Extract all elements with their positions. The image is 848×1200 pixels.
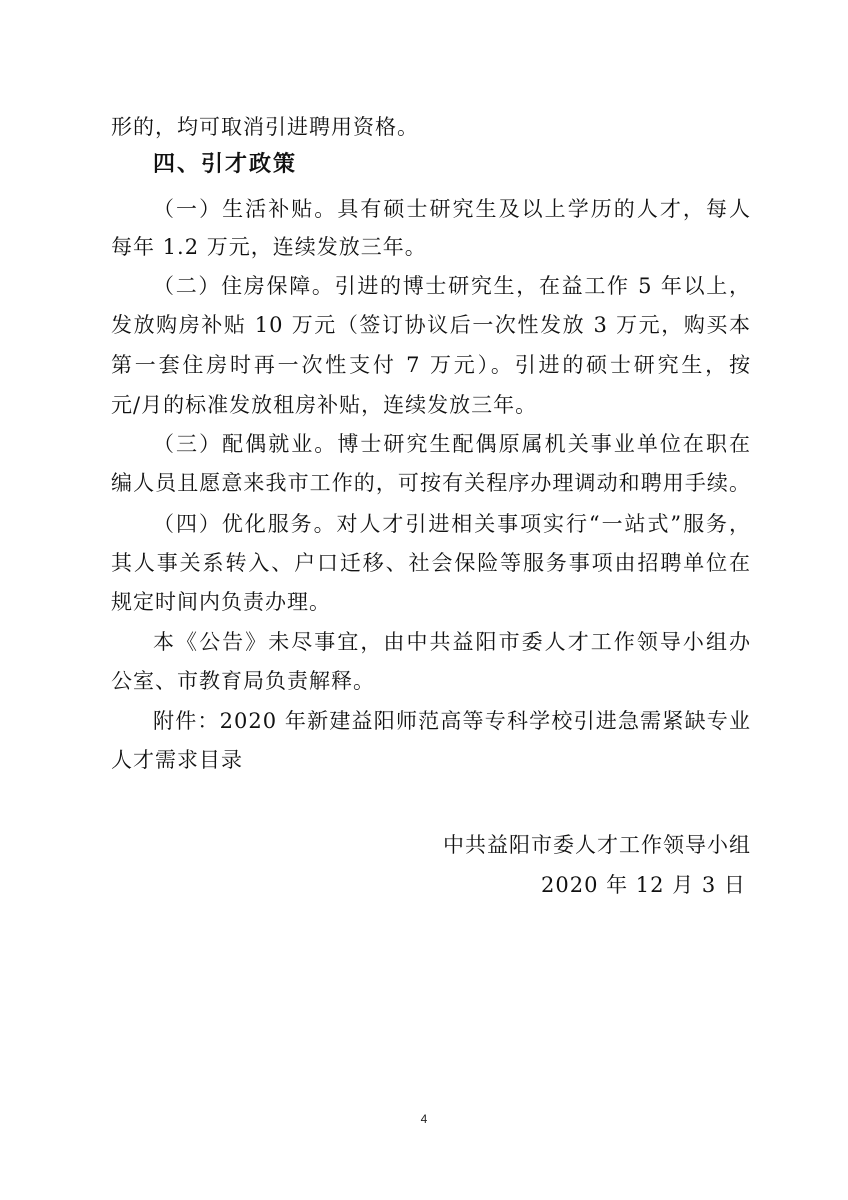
attachment-line: 附件：2020 年新建益阳师范高等专科学校引进急需紧缺专业 [153,709,751,733]
paragraph-line: （四）优化服务。对人才引进相关事项实行“一站式”服务， [153,512,751,536]
signature-organization: 中共益阳市委人才工作领导小组 [443,833,751,857]
paragraph-line: 第一套住房时再一次性支付 7 万元）。引进的硕士研究生，按 [111,353,751,377]
paragraph-line: （一）生活补贴。具有硕士研究生及以上学历的人才，每人 [153,197,751,221]
paragraph-line: 其人事关系转入、户口迁移、社会保险等服务事项由招聘单位在 [111,551,751,575]
paragraph-line: （二）住房保障。引进的博士研究生，在益工作 5 年以上， [153,274,751,298]
page-number: 4 [420,1112,428,1126]
signature-date: 2020 年 12 月 3 日 [541,873,746,897]
paragraph-line: 每年 1.2 万元，连续发放三年。 [111,235,427,259]
section-heading: 四、引才政策 [153,152,298,177]
paragraph-line: （三）配偶就业。博士研究生配偶原属机关事业单位在职在 [153,432,751,456]
paragraph-line: 规定时间内负责办理。 [111,590,331,614]
paragraph-line: 发放购房补贴 10 万元（签订协议后一次性发放 3 万元，购买本 [111,313,751,337]
paragraph-line: 元/月的标准发放租房补贴，连续发放三年。 [111,393,538,417]
paragraph-line: 公室、市教育局负责解释。 [111,669,375,693]
attachment-line: 人才需求目录 [111,748,243,772]
paragraph-line: 本《公告》未尽事宜，由中共益阳市委人才工作领导小组办 [153,630,751,654]
text-line: 形的，均可取消引进聘用资格。 [111,115,419,139]
paragraph-line: 编人员且愿意来我市工作的，可按有关程序办理调动和聘用手续。 [111,471,751,495]
